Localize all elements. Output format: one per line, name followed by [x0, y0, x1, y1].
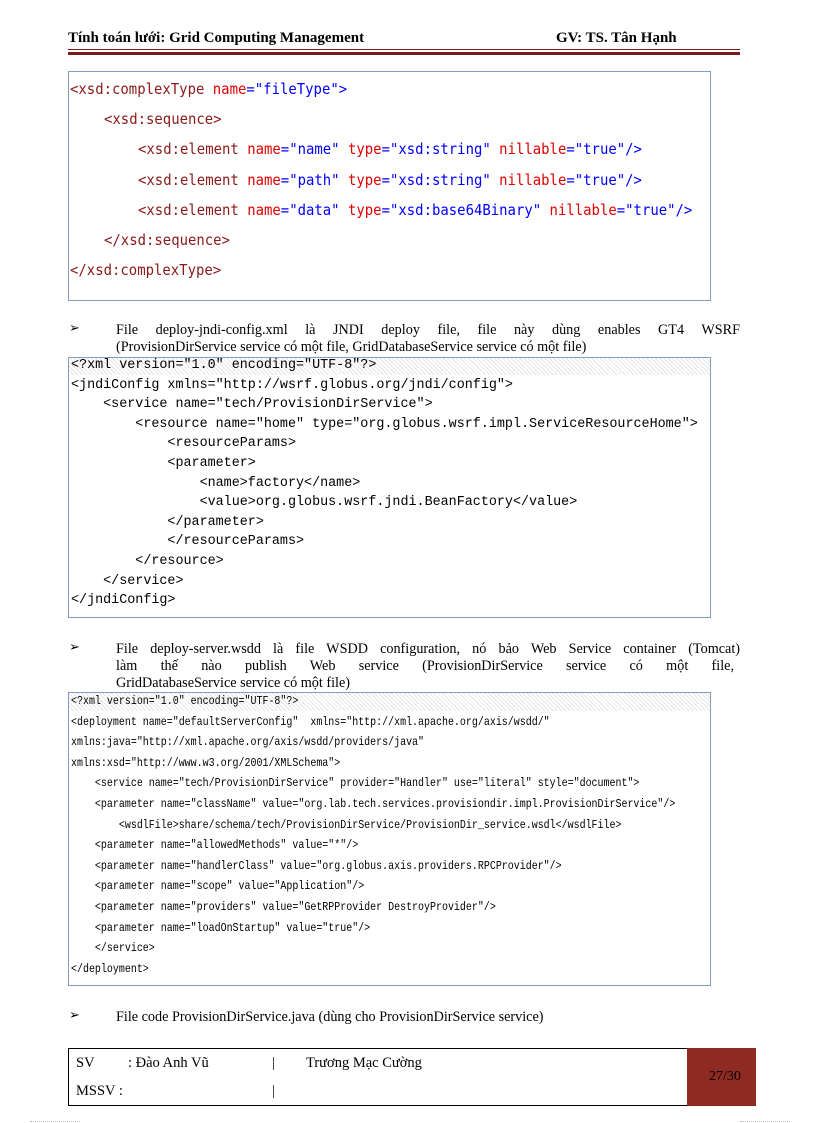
bullet-arrow-icon: ➢ — [69, 639, 80, 654]
code-token: ="name" — [280, 140, 348, 159]
code-line: <parameter> — [71, 456, 256, 471]
code-line: </service> — [71, 573, 184, 589]
page-header — [68, 30, 740, 50]
paragraph-line: File code ProvisionDirService.java (dùng cho ProvisionDirService service) — [116, 1009, 544, 1025]
code-token: name — [247, 170, 281, 189]
code-line: <parameter name="loadOnStartup" value="true"/> — [71, 921, 371, 935]
code-line — [70, 80, 347, 98]
code-line: <wsdlFile>share/schema/tech/ProvisionDirService/ProvisionDir_service.wsdl</wsdlFile> — [71, 818, 622, 832]
wsdd-code-block — [68, 692, 711, 986]
bullet-arrow-icon: ➢ — [69, 320, 80, 335]
code-line: </service> — [71, 942, 155, 956]
code-line: </resourceParams> — [71, 534, 305, 550]
code-line: <?xml version="1.0" encoding="UTF-8"?> — [71, 695, 299, 708]
code-line — [138, 171, 642, 189]
code-token: ="fileType"> — [246, 80, 348, 98]
code-line: <jndiConfig xmlns="http://wsrf.globus.org/jndi/config"> — [71, 377, 513, 393]
code-token: nillable — [549, 200, 617, 219]
code-token: nillable — [499, 170, 567, 189]
code-token: ="xsd:string" — [381, 140, 500, 159]
code-line — [70, 261, 221, 279]
code-line: <parameter name="providers" value="GetRPProvider DestroyProvider"/> — [71, 901, 496, 914]
code-line: xmlns:xsd="http://www.w3.org/2001/XMLSchema"> — [71, 756, 341, 770]
code-token: <xsd:element — [138, 200, 248, 219]
code-token: type — [347, 170, 382, 189]
page-number: 27/30 — [709, 1069, 741, 1084]
page-number-badge — [687, 1048, 756, 1106]
paragraph-line: (ProvisionDirService service có một file, GridDatabaseService service có một file) — [116, 339, 587, 355]
footer-sv-name: : Đào Anh Vũ — [128, 1055, 209, 1071]
header-course-title: Tính toán lưới: Grid Computing Management — [68, 30, 365, 46]
code-token: ="true"/> — [616, 200, 693, 219]
code-token: ="data" — [280, 200, 348, 219]
footer-separator: | — [272, 1083, 275, 1099]
code-token: name — [247, 200, 281, 219]
code-token: name — [212, 80, 247, 98]
code-line: <resourceParams> — [71, 436, 296, 452]
paragraph-line: File deploy-jndi-config.xml là JNDI deploy file, file này dùng enables GT4 WSRF — [116, 322, 740, 338]
code-line: <parameter name="className" value="org.lab.tech.services.provisiondir.impl.ProvisionDirService"/> — [71, 798, 676, 811]
code-token: name — [247, 140, 281, 159]
code-token: ="true"/> — [566, 140, 642, 159]
code-line: <?xml version="1.0" encoding="UTF-8"?> — [71, 358, 377, 373]
code-line — [104, 110, 222, 128]
code-line: <parameter name="scope" value="Application"/> — [71, 880, 365, 894]
code-token: <xsd:element — [138, 140, 248, 159]
footer-mssv-label: MSSV : — [76, 1083, 123, 1099]
code-line — [138, 140, 642, 158]
footer-member-name: Trương Mạc Cường — [306, 1055, 422, 1071]
code-line — [104, 231, 230, 249]
code-token: </xsd:sequence> — [104, 231, 230, 249]
code-line: <resource name="home" type="org.globus.wsrf.impl.ServiceResourceHome"> — [71, 416, 698, 432]
code-token: </xsd:complexType> — [70, 261, 222, 280]
code-token: <xsd:element — [138, 170, 248, 189]
jndi-code-block — [68, 357, 711, 618]
paragraph-line: GridDatabaseService service có một file) — [116, 675, 350, 691]
code-token: type — [347, 200, 382, 219]
code-line: <name>factory</name> — [71, 475, 361, 491]
header-instructor: GV: TS. Tân Hạnh — [556, 30, 677, 46]
code-line: xmlns:java="http://xml.apache.org/axis/wsdd/providers/java" — [71, 736, 425, 750]
code-line: </deployment> — [71, 962, 149, 976]
code-token: ="xsd:base64Binary" — [381, 200, 550, 219]
code-token: ="true"/> — [566, 170, 642, 189]
code-line: </resource> — [71, 554, 224, 569]
code-line: <service name="tech/ProvisionDirService"> — [71, 397, 433, 413]
code-line: <service name="tech/ProvisionDirService" provider="Handler" use="literal" style="document"> — [71, 777, 640, 791]
footer-sv-label: SV — [76, 1055, 95, 1071]
bullet-arrow-icon: ➢ — [69, 1007, 80, 1022]
code-line — [138, 201, 692, 219]
header-rule-thick — [68, 52, 740, 55]
paragraph-line: làm thế nào publish Web service (ProvisionDirService service có một file, — [116, 658, 734, 674]
code-token: ="path" — [280, 170, 348, 189]
code-line: <parameter name="handlerClass" value="org.globus.axis.providers.RPCProvider"/> — [71, 859, 562, 873]
code-line: </jndiConfig> — [71, 593, 176, 609]
header-rule-thin — [68, 49, 740, 50]
code-line: <deployment name="defaultServerConfig" xmlns="http://xml.apache.org/axis/wsdd/" — [71, 715, 550, 729]
code-token: <xsd:complexType — [70, 80, 213, 98]
paragraph-line: File deploy-server.wsdd là file WSDD configuration, nó bảo Web Service container (Tomcat) — [116, 641, 740, 657]
code-line: <parameter name="allowedMethods" value="*"/> — [71, 839, 359, 853]
code-line: </parameter> — [71, 514, 264, 530]
code-token: nillable — [499, 140, 567, 159]
code-token: type — [347, 140, 382, 159]
footer-separator: | — [272, 1055, 275, 1071]
xsd-code-block — [68, 71, 711, 301]
code-line: <value>org.globus.wsrf.jndi.BeanFactory</value> — [71, 495, 578, 511]
code-token: ="xsd:string" — [381, 170, 500, 189]
code-token: <xsd:sequence> — [104, 110, 222, 129]
